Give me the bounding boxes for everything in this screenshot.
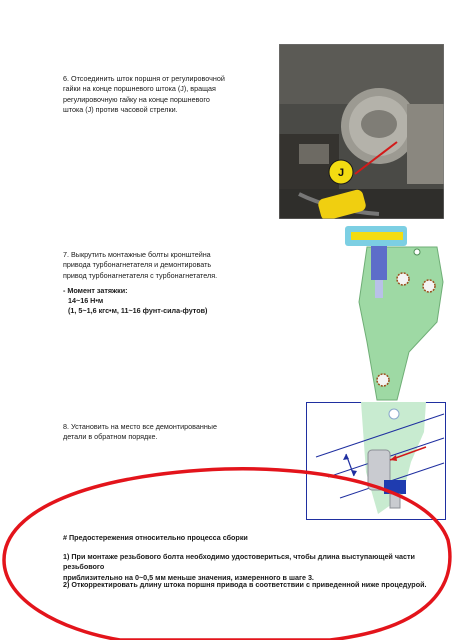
assembly-note-1: 1) При монтаже резьбового болта необходимо удостовериться, чтобы длина выступающей части резьбового приблизительно на 0~0,5 мм меньше значения, измеренного в шаге 3. — [63, 552, 415, 582]
torque-alt-value: (1, 5~1,6 кгс•м, 11~16 фунт-сила-футов) — [68, 306, 208, 315]
step-6-text: 6. Отсоединить шток поршня от регулировочной гайки на конце поршневого штока (J), вращая регулировочную гайку на конце поршневого штока (J) против часовой стрелки. — [63, 74, 225, 114]
bolt-detail-diagram — [306, 402, 446, 520]
assembly-notes-title: # Предостережения относительно процесса сборки — [63, 533, 248, 542]
assembly-note-2: 2) Откорректировать длину штока поршня привода в соответствии с приведенной ниже процедурой. — [63, 580, 427, 589]
bolt-detail-image — [306, 402, 446, 520]
callout-j-label: J — [337, 167, 345, 179]
step-8-text: 8. Установить на место все демонтированные детали в обратном порядке. — [63, 422, 217, 442]
engine-photo-image — [279, 44, 444, 219]
torque-value: 14~16 Н•м — [68, 296, 104, 305]
engine-photo — [279, 44, 444, 219]
bracket-diagram-image — [337, 222, 447, 402]
torque-label: - Момент затяжки: — [63, 286, 128, 295]
bracket-diagram — [337, 222, 447, 402]
step-7-text: 7. Выкрутить монтажные болты кронштейна привода турбонагнетателя и демонтировать привод турбонагнетателя с турбонагнетателя. — [63, 250, 218, 280]
